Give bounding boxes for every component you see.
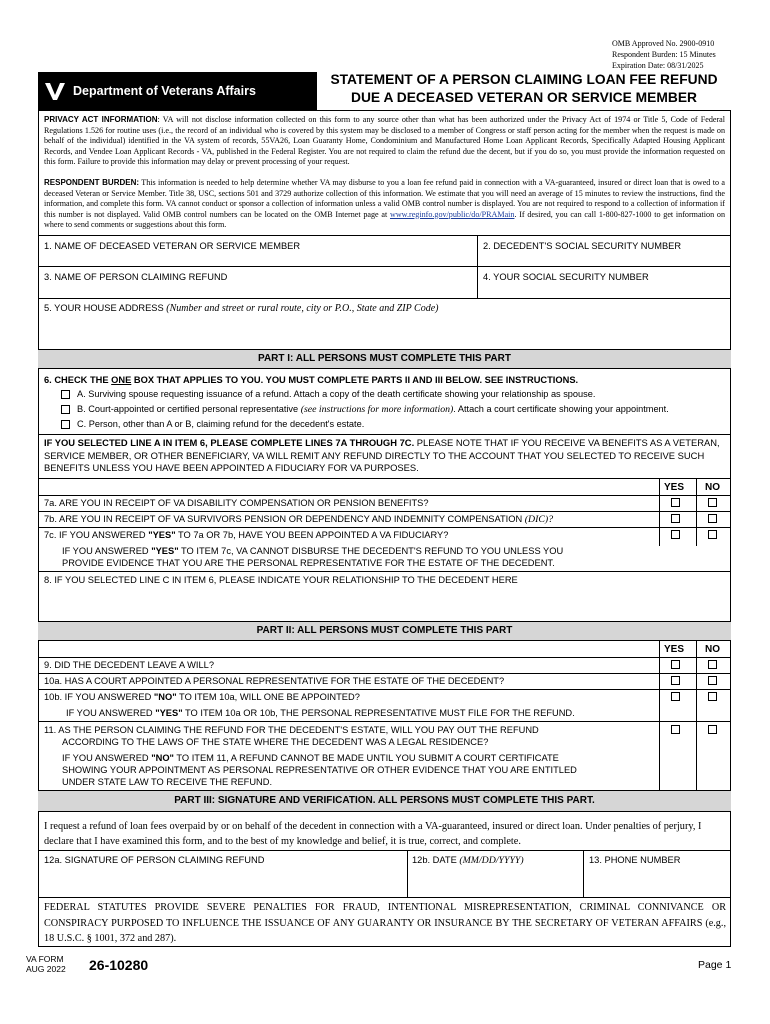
divider [696, 641, 697, 790]
q10a-yes-checkbox[interactable] [671, 676, 680, 685]
q11-label-line2: ACCORDING TO THE LAWS OF THE STATE WHERE THE DECEDENT WAS A LEGAL RESIDENCE? [62, 737, 489, 747]
line-a-notice-bold: IF YOU SELECTED LINE A IN ITEM 6, PLEASE COMPLETE LINES 7A THROUGH 7C. [44, 437, 415, 448]
divider [38, 689, 731, 690]
signature-input[interactable] [42, 869, 402, 895]
divider [38, 495, 731, 496]
divider [38, 721, 731, 722]
item-6-label-one: ONE [111, 375, 132, 385]
q7b-yes-checkbox[interactable] [671, 514, 680, 523]
field-4-label: 4. YOUR SOCIAL SECURITY NUMBER [483, 272, 649, 282]
q10b-yes-checkbox[interactable] [671, 692, 680, 701]
q11-no-checkbox[interactable] [708, 725, 717, 734]
part-1-heading: PART I: ALL PERSONS MUST COMPLETE THIS PART [38, 349, 731, 369]
form-title [318, 71, 730, 107]
divider [38, 478, 731, 479]
q7c-note-pre: IF YOU ANSWERED [62, 546, 152, 556]
divider [583, 850, 584, 897]
privacy-act-text: : VA will not disclose information collected on this form to any source other than what has been authorized under the Privacy Act of 1974 or Title 5, Code of Federal Regulations 1.526 for routine uses (i.e., the record of an individual who is covered by this system may be disclosed to a member of Congress or staff person acting for the member when the request is made on behalf of the individual) identified in the VA system of records, 55VA26, Loan Guaranty Home, Condominium and Manufactured Home Loan Applicant Records, Specifically Adapted Housing Applicant Records, and Vendee Loan Applicant Records - VA, published in the Federal Register. You are not required to claim the refund due the decent, but if you do so, you must provide the information requested on this form. Failure to provide this information may delay or prevent processing of your request. [44, 115, 725, 166]
line-a-notice [44, 437, 728, 475]
q7c-label [44, 530, 448, 540]
item-6-label-post: BOX THAT APPLIES TO YOU. YOU MUST COMPLETE PARTS II AND III BELOW. SEE INSTRUCTIONS. [131, 375, 579, 385]
respondent-burden-heading: RESPONDENT BURDEN: [44, 178, 140, 187]
q7c-note-line2: PROVIDE EVIDENCE THAT YOU ARE THE PERSONAL REPRESENTATIVE FOR THE ESTATE OF THE DECEDENT. [62, 558, 555, 568]
option-b-label-hint: (see instructions for more information) [300, 404, 454, 415]
penalty-statement: FEDERAL STATUTES PROVIDE SEVERE PENALTIES FOR FRAUD, INTENTIONAL MISREPRESENTATION, CRIMINAL CONNIVANCE OR CONSPIRACY PURPOSED TO INFLUENCE THE ISSUANCE OF ANY GUARANTY OR INSURANCE BY THE SECRETARY OF VETERAN AFFAIRS (e.g., 18 U.S.C. § 1001, 372 and 287). [44, 902, 726, 944]
field-2-label: 2. DECEDENT'S SOCIAL SECURITY NUMBER [483, 241, 682, 251]
divider [38, 657, 731, 658]
q7a-label: 7a. ARE YOU IN RECEIPT OF VA DISABILITY COMPENSATION OR PENSION BENEFITS? [44, 498, 429, 508]
divider [38, 850, 731, 851]
option-b-checkbox[interactable] [61, 405, 70, 414]
q7b-no-checkbox[interactable] [708, 514, 717, 523]
respondent-burden-text-2: . If desired, you can call 1-800-827-1000 to get information on where to send comments or suggestions about this form. [44, 209, 725, 229]
q10-note-yes: "YES" [155, 708, 183, 718]
option-a-checkbox[interactable] [61, 390, 70, 399]
form-title-line2: DUE A DECEASED VETERAN OR SERVICE MEMBER [351, 90, 697, 105]
option-b-label [77, 404, 669, 415]
agency-name: Department of Veterans Affairs [73, 84, 256, 98]
privacy-act-paragraph [44, 115, 725, 168]
field-5-label-text: 5. YOUR HOUSE ADDRESS [44, 303, 167, 313]
q7c-yes-checkbox[interactable] [671, 530, 680, 539]
form-date: AUG 2022 [26, 964, 66, 974]
q7c-label-pre: 7c. IF YOU ANSWERED [44, 530, 149, 540]
item-6-label-pre: 6. CHECK THE [44, 375, 112, 385]
option-c-label: C. Person, other than A or B, claiming refund for the decedent's estate. [77, 419, 365, 429]
q7c-label-post: TO 7a OR 7b, HAVE YOU BEEN APPOINTED A VA FIDUCIARY? [175, 530, 449, 540]
respondent-burden-paragraph [44, 178, 725, 231]
part-2-no-header: NO [705, 644, 720, 655]
q7b-label-text: 7b. ARE YOU IN RECEIPT OF VA SURVIVORS PENSION OR DEPENDENCY AND INDEMNITY COMPENSATION [44, 514, 525, 524]
q7c-note-line1 [62, 546, 563, 556]
item-6-label [44, 375, 578, 385]
field-12b-label-text: 12b. DATE [412, 855, 460, 865]
part-2-heading: PART II: ALL PERSONS MUST COMPLETE THIS PART [38, 621, 731, 641]
field-12b-label-format: (MM/DD/YYYY) [459, 855, 524, 866]
q7b-label [44, 514, 553, 525]
part-2-yes-header: YES [664, 644, 685, 655]
part-3-heading: PART III: SIGNATURE AND VERIFICATION. ALL PERSONS MUST COMPLETE THIS PART. [38, 790, 731, 812]
q10a-no-checkbox[interactable] [708, 676, 717, 685]
option-b-label-pre: B. Court-appointed or certified personal representative [77, 404, 301, 414]
decedent-name-input[interactable] [42, 254, 472, 266]
q10b-label-post: TO ITEM 10a, WILL ONE BE APPOINTED? [176, 692, 360, 702]
phone-number-input[interactable] [587, 869, 727, 895]
q8-label: 8. IF YOU SELECTED LINE C IN ITEM 6, PLEASE INDICATE YOUR RELATIONSHIP TO THE DECEDENT HERE [44, 575, 518, 585]
q7c-note-post: TO ITEM 7c, VA CANNOT DISBURSE THE DECEDENT'S REFUND TO YOU UNLESS YOU [178, 546, 564, 556]
divider [696, 478, 697, 546]
va-logo [38, 72, 317, 110]
field-5-label [44, 303, 439, 314]
q11-note-line3: UNDER STATE LAW TO RECEIVE THE REFUND. [62, 777, 273, 787]
divider [38, 673, 731, 674]
respondent-burden-text: This information is needed to help determine whether VA may disburse to you a loan fee refund paid in connection with a VA-guaranteed, insured or direct loan that is owed to a deceased Veteran or Service Member. Title 38, USC, sections 501 and 3729 authorize collection of this information. We estimate that you will need an average of 15 minutes to review the instructions, find the information, and complete this form. VA cannot conduct or sponsor a collection of information unless a valid OMB control number is displayed. You are not required to respond to a collection of information if this number is not displayed. Valid OMB control numbers can be located on the OMB Internet page at [44, 178, 726, 219]
omb-info [612, 38, 762, 71]
field-13-label: 13. PHONE NUMBER [589, 855, 681, 865]
q10-note-pre: IF YOU ANSWERED [66, 708, 156, 718]
q11-note-line2: SHOWING YOUR APPOINTMENT AS PERSONAL REPRESENTATIVE OR OTHER EVIDENCE THAT YOU ARE ENTITLED [62, 765, 577, 775]
q11-note-no: "NO" [151, 753, 174, 763]
omb-number: OMB Approved No. 2900-0910 [612, 39, 715, 48]
option-a-label: A. Surviving spouse requesting issuance of a refund. Attach a copy of the death certificate showing your relationship as spouse. [77, 389, 596, 399]
option-b-label-post: . Attach a court certificate showing your appointment. [453, 404, 669, 414]
part-1-no-header: NO [705, 482, 720, 493]
form-title-line1: STATEMENT OF A PERSON CLAIMING LOAN FEE REFUND [330, 72, 718, 87]
divider [38, 511, 731, 512]
verification-statement: I request a refund of loan fees overpaid by or on behalf of the decedent in connection with a VA-guaranteed, insured or direct loan. Under penalties of perjury, I declare that I have examined this form, and to the best of my knowledge and belief, it is true, correct, and complete. [44, 821, 702, 847]
field-12b-label [412, 855, 524, 866]
form-number: 26-10280 [89, 957, 149, 973]
divider [407, 850, 408, 897]
q11-note-post: TO ITEM 11, A REFUND CANNOT BE MADE UNTIL YOU SUBMIT A COURT CERTIFICATE [173, 753, 559, 763]
privacy-act-heading: PRIVACY ACT INFORMATION [44, 115, 158, 124]
date-input[interactable] [411, 869, 579, 895]
claimant-ssn-input[interactable] [481, 285, 726, 297]
divider [38, 235, 731, 236]
divider [38, 571, 731, 572]
relationship-input[interactable] [42, 590, 726, 618]
decedent-ssn-input[interactable] [481, 254, 726, 266]
line-a-notice-text: PLEASE NOTE THAT IF YOU RECEIVE VA BENEFITS AS A VETERAN, SERVICE MEMBER, OR OTHER BENEFICIARY, VA WILL REMIT ANY REFUND DIRECTLY TO THE ACCOUNT THAT YOU SELECTED TO RECEIVE SUCH BENEFITS UNLESS YOU HAVE BEEN APPOINTED A FIDUCIARY FOR VA PURPOSES. [44, 437, 720, 473]
q11-yes-checkbox[interactable] [671, 725, 680, 734]
field-1-label: 1. NAME OF DECEASED VETERAN OR SERVICE MEMBER [44, 241, 301, 251]
q10-note [66, 708, 575, 718]
field-3-label: 3. NAME OF PERSON CLAIMING REFUND [44, 272, 228, 282]
q9-no-checkbox[interactable] [708, 660, 717, 669]
q11-label-line1: 11. AS THE PERSON CLAIMING THE REFUND FOR THE DECEDENT'S ESTATE, WILL YOU PAY OUT THE REFUND [44, 725, 539, 735]
q7c-note-yes: "YES" [151, 546, 179, 556]
expiration-date: Expiration Date: 08/31/2025 [612, 61, 704, 70]
field-5-label-hint: (Number and street or rural route, city or P.O., State and ZIP Code) [166, 303, 439, 314]
part-1-yes-header: YES [664, 482, 685, 493]
q10b-label-no: "NO" [153, 692, 177, 702]
q10b-label [44, 692, 360, 702]
q10-note-post: TO ITEM 10a OR 10b, THE PERSONAL REPRESENTATIVE MUST FILE FOR THE REFUND. [182, 708, 575, 718]
q9-yes-checkbox[interactable] [671, 660, 680, 669]
divider [38, 434, 731, 435]
q7c-label-yes: "YES" [148, 530, 176, 540]
q10b-label-pre: 10b. IF YOU ANSWERED [44, 692, 154, 702]
q7b-label-dic: (DIC)? [524, 514, 554, 525]
divider [659, 641, 660, 790]
pramain-link[interactable]: www.reginfo.gov/public/do/PRAMain [389, 209, 515, 219]
divider [38, 266, 731, 267]
q7a-yes-checkbox[interactable] [671, 498, 680, 507]
option-c-checkbox[interactable] [61, 420, 70, 429]
q10b-no-checkbox[interactable] [708, 692, 717, 701]
divider [38, 897, 731, 898]
form-id-block [26, 954, 66, 974]
q7a-no-checkbox[interactable] [708, 498, 717, 507]
divider [38, 527, 731, 528]
divider [659, 478, 660, 546]
q9-label: 9. DID THE DECEDENT LEAVE A WILL? [44, 660, 214, 670]
claimant-name-input[interactable] [42, 285, 472, 297]
divider [38, 298, 731, 299]
house-address-input[interactable] [42, 318, 726, 346]
q10a-label: 10a. HAS A COURT APPOINTED A PERSONAL REPRESENTATIVE FOR THE ESTATE OF THE DECEDENT? [44, 676, 505, 686]
q11-note-pre: IF YOU ANSWERED [62, 753, 152, 763]
field-12a-label: 12a. SIGNATURE OF PERSON CLAIMING REFUND [44, 855, 265, 865]
respondent-burden: Respondent Burden: 15 Minutes [612, 50, 716, 59]
q7c-no-checkbox[interactable] [708, 530, 717, 539]
va-form-label: VA FORM [26, 954, 64, 964]
page-number: Page 1 [698, 959, 732, 971]
q11-note-line1 [62, 753, 559, 763]
va-seal-icon [44, 80, 66, 102]
